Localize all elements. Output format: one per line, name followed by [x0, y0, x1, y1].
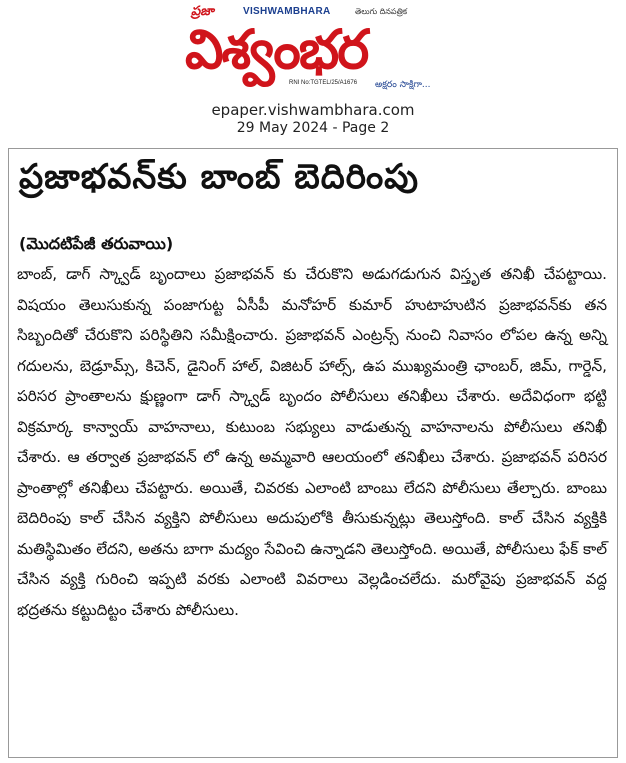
newspaper-logo[interactable] [185, 4, 445, 92]
article-body: బాంబ్, డాగ్ స్క్వాడ్ బృందాలు ప్రజాభవన్ కు చేరుకొని అడుగడుగున విస్తృత తనిఖీ చేపట్టాయి. విషయం తెలుసుకున్న పంజాగుట్ట ఏసీపీ మనోహర్ కుమార్ హుటాహుటిన ప్రజాభవన్‌కు తన సిబ్బందితో చేరుకొని పరిస్థితిని సమీక్షించారు. ప్రజాభవన్ ఎంట్రన్స్ నుంచి నివాసం లోపల ఉన్న అన్ని గదులను, బెడ్రూమ్స్, కిచెన్, డైనింగ్ హాల్, విజిటర్ హాల్స్, ఉప ముఖ్యమంత్రి ఛాంబర్, జిమ్, గార్డెన్, పరిసర ప్రాంతాలను క్షుణ్ణంగా డాగ్ స్క్వాడ్ బృందం పోలీసులు తనిఖీలు చేశారు. అదేవిధంగా భట్టి విక్రమార్క కాన్వాయ్ వాహనాలు, కుటుంబ సభ్యులు వాడుతున్న వాహనాలను పోలీసులు తనిఖీ చేశారు. ఆ తర్వాత ప్రజాభవన్ లో ఉన్న అమ్మవారి ఆలయంలో తనిఖీలు చేశారు. ప్రజాభవన్ పరిసర ప్రాంతాల్లో తనిఖీలు చేపట్టారు. అయితే, చివరకు ఎలాంటి బాంబు లేదని పోలీసులు తేల్చారు. బాంబు బెదిరింపు కాల్ చేసిన వ్యక్తిని పోలీసులు అదుపులోకి తీసుకున్నట్లు తెలుస్తోంది. కాల్ చేసిన వ్యక్తికి మతిస్థిమితం లేదని, అతను బాగా మద్యం సేవించి ఉన్నాడని తెలుస్తోంది. అయితే, పోలీసులు ఫేక్ కాల్ చేసిన వ్యక్తి గురించి ఇప్పటి వరకు ఎలాంటి వివరాలు వెల్లడించలేదు. మరోవైపు ప్రజాభవన్ వద్ద భద్రతను కట్టుదిట్టం చేశారు పోలీసులు. [17, 265, 607, 619]
logo-tagline: తెలుగు దినపత్రిక [355, 7, 408, 16]
news-article [8, 148, 618, 758]
masthead [0, 0, 626, 140]
logo-slogan: అక్షరం సాక్షిగా... [375, 80, 431, 90]
logo-praja-text: ప్రజా [191, 4, 214, 19]
continuation-note: (మొదటిపేజీ తరువాయి) [19, 234, 174, 253]
logo-rni-number: RNI No:TGTEL/25/A1676 [289, 80, 358, 86]
epaper-url[interactable]: epaper.vishwambhara.com [211, 101, 415, 119]
article-headline: ప్రజాభవన్‌కు బాంబ్ బెదిరింపు [19, 157, 420, 197]
logo-english-name: VISHWAMBHARA [243, 6, 331, 17]
date-page-line: 29 May 2024 - Page 2 [236, 120, 390, 136]
logo-main-title: విశ్వంభర [185, 18, 368, 81]
